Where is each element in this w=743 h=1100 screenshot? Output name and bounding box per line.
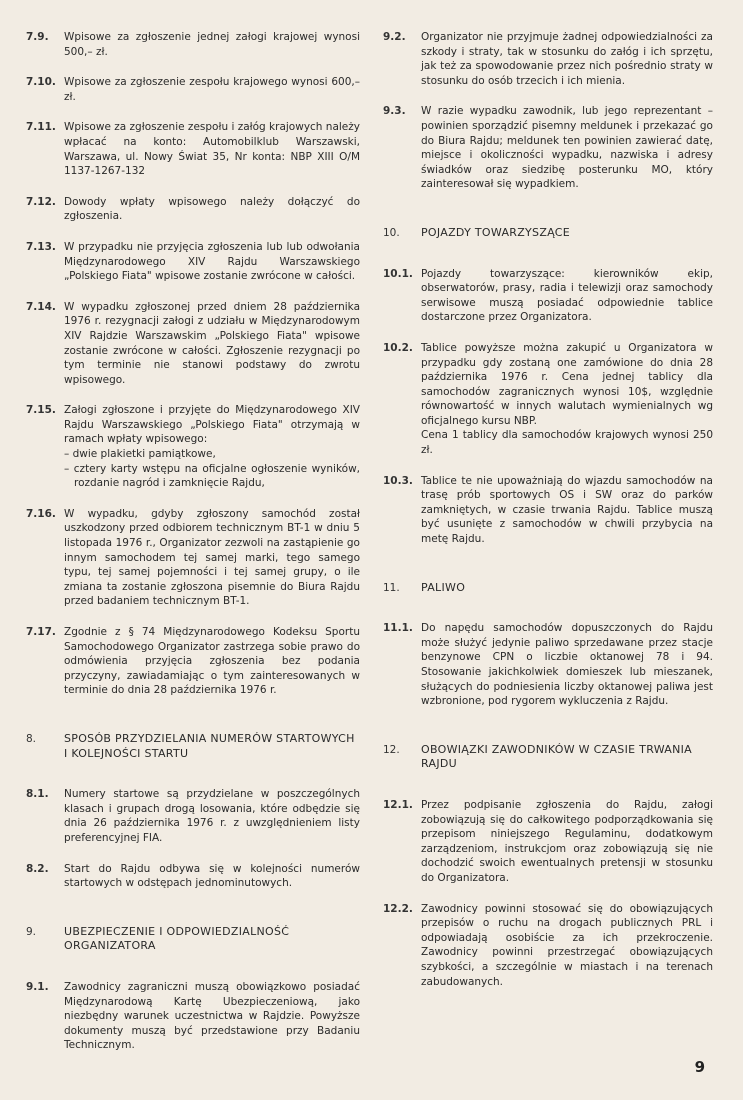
item-text: Tablice te nie upoważniają do wjazdu samochodów na trasę prób sportowych OS i SW oraz do parków zamkniętych, w czasie trwania Rajdu. Tablice muszą być usunięte z samochodów w chwili przybycia na metę Rajdu.	[421, 474, 713, 546]
paragraph-item	[26, 862, 360, 891]
section-number: 8.	[26, 732, 37, 745]
bullet-item: – cztery karty wstępu na oficjalne ogłoszenie wyników, rozdanie nagród i zamknięcie Rajdu,	[64, 462, 360, 490]
paragraph-item	[26, 980, 360, 1053]
item-number: 7.13.	[26, 240, 56, 253]
item-text-block	[64, 195, 360, 224]
left-column	[26, 30, 360, 1069]
section-heading	[383, 743, 713, 772]
item-text: W przypadku nie przyjęcia zgłoszenia lub lub odwołania Międzynarodowego XIV Rajdu Warszawskiego „Polskiego Fiata" wpisowe zostanie zwrócone w całości.	[64, 240, 360, 283]
paragraph-item	[26, 507, 360, 609]
item-text-block	[421, 30, 713, 88]
section-title	[421, 226, 713, 241]
section-number: 11.	[383, 581, 400, 594]
paragraph-item	[383, 104, 713, 192]
item-text: W wypadku, gdyby zgłoszony samochód został uszkodzony przed odbiorem technicznym BT-1 w dniu 5 listopada 1976 r., Organizator zezwoli na zastąpienie go innym samochodem tej samej marki, tego samego typu, tej samej pojemności i tej samej grupy, o ile zmiana ta zostanie zgłoszona pisemnie do Biura Rajdu przed badaniem technicznym BT-1.	[64, 507, 360, 608]
item-text: Numery startowe są przydzielane w poszczególnych klasach i grupach drogą losowania, które odbędzie się dnia 26 października 1976 r. z uwzględnieniem listy preferencyjnej FIA.	[64, 788, 360, 844]
item-number: 7.11.	[26, 121, 56, 134]
item-text-block	[64, 75, 360, 104]
item-text: Zgodnie z § 74 Międzynarodowego Kodeksu Sportu Samochodowego Organizator zastrzega sobie prawo do odmówienia przyjęcia zgłoszenia bez podania przyczyny, zawiadamiając o tym zainteresowanych w terminie do dnia 28 października 1976 r.	[64, 626, 360, 697]
paragraph-item	[26, 300, 360, 388]
item-text-block	[64, 507, 360, 609]
paragraph-item	[26, 625, 360, 698]
item-text-block	[64, 625, 360, 698]
item-text: Pojazdy towarzyszące: kierowników ekip, obserwatorów, prasy, radia i telewizji oraz samochody serwisowe muszą posiadać odpowiednie tablice dostarczone przez Organizatora.	[421, 267, 713, 324]
item-number: 7.16.	[26, 507, 56, 520]
item-number: 10.2.	[383, 341, 413, 354]
item-text-block	[64, 980, 360, 1053]
item-text-block	[64, 862, 360, 891]
section-heading	[383, 226, 713, 241]
item-text-block	[421, 104, 713, 192]
item-text: Organizator nie przyjmuje żadnej odpowiedzialności za szkody i straty, tak w stosunku do załóg i ich sprzętu, jak też za spowodowanie przez nich pośrednio straty w stosunku do osób trzecich i ich mienia.	[421, 31, 713, 87]
paragraph-item	[26, 240, 360, 284]
item-number: 7.17.	[26, 626, 56, 638]
paragraph-item	[26, 195, 360, 224]
section-number: 12.	[383, 743, 400, 756]
item-number: 9.1.	[26, 980, 49, 993]
item-text-block	[421, 267, 713, 325]
bullet-item: – dwie plakietki pamiątkowe,	[64, 448, 216, 461]
item-text-block	[421, 621, 713, 709]
item-text-block	[421, 798, 713, 886]
item-text: Wpisowe za zgłoszenie zespołu krajowego wynosi 600,– zł.	[64, 76, 360, 103]
section-title	[64, 925, 360, 954]
item-number: 7.15.	[26, 404, 56, 417]
item-text: PALIWO	[421, 580, 466, 594]
item-text: Przez podpisanie zgłoszenia do Rajdu, załogi zobowiązują się do całkowitego podporządkowania się przepisom niniejszego Regulaminu, dodatkowym zarządzeniom, instrukcjom oraz zobowiązują się nie dochodzić swoich ewentualnych pretensji w stosunku do Organizatora.	[421, 798, 713, 884]
section-number: 10.	[383, 226, 400, 239]
item-text: Zawodnicy zagraniczni muszą obowiązkowo posiadać Międzynarodową Kartę Ubezpieczeniową, jako niezbędny warunek uczestnictwa w Rajdzie. Powyższe dokumenty muszą być przedstawione przy Badaniu Technicznym.	[64, 980, 360, 1052]
section-title	[421, 581, 713, 596]
item-number: 10.3.	[383, 474, 413, 487]
item-text: Do napędu samochodów dopuszczonych do Rajdu może służyć jedynie paliwo sprzedawane przez stacje benzynowe CPN o liczbie oktanowej 78 i 94. Stosowanie jakichkolwiek domieszek lub mieszanek, służących do podniesienia liczby oktanowej paliwa jest wzbronione, pod rygorem wykluczenia z Rajdu.	[421, 622, 713, 708]
item-text-block	[421, 902, 713, 990]
item-text-block	[421, 474, 713, 547]
item-number: 7.9.	[26, 31, 49, 43]
item-text: Wpisowe za zgłoszenie zespołu i załóg krajowych należy wpłacać na konto: Automobilklub Warszawski, Warszawa, ul. Nowy Świat 35, Nr konta: NBP XIII O/M 1137-1267-132	[64, 121, 360, 178]
section-heading	[383, 581, 713, 596]
item-text-block	[64, 120, 360, 178]
item-number: 10.1.	[383, 267, 413, 280]
item-text: SPOSÓB PRZYDZIELANIA NUMERÓW STARTOWYCH I KOLEJNOŚCI STARTU	[64, 731, 355, 760]
paragraph-item	[26, 120, 360, 178]
item-number: 7.14.	[26, 300, 56, 313]
paragraph-item	[26, 30, 360, 59]
item-number: 11.1.	[383, 622, 413, 635]
item-number: 8.1.	[26, 788, 49, 801]
item-text-block	[64, 240, 360, 284]
item-number: 9.3.	[383, 105, 406, 118]
paragraph-item	[383, 474, 713, 547]
item-text-block	[64, 787, 360, 845]
paragraph-item	[383, 902, 713, 990]
item-text-block	[64, 300, 360, 388]
paragraph-item	[383, 30, 713, 88]
item-text-block	[64, 403, 360, 491]
section-number: 9.	[26, 925, 37, 938]
paragraph-item	[26, 787, 360, 845]
item-text: W razie wypadku zawodnik, lub jego reprezentant – powinien sporządzić pisemny meldunek i przekazać go do Biura Rajdu; meldunek ten powinien zawierać datę, miejsce i okoliczności wypadku, nazwiska i adresy świadków oraz siedzibę posterunku MO, który zainteresował się wypadkiem.	[421, 105, 713, 191]
paragraph-item	[26, 75, 360, 104]
paragraph-item	[383, 341, 713, 458]
item-text-block	[421, 341, 713, 458]
item-text: Dowody wpłaty wpisowego należy dołączyć do zgłoszenia.	[64, 195, 360, 223]
item-number: 7.10.	[26, 76, 56, 89]
item-text: Tablice powyższe można zakupić u Organizatora w przypadku gdy zostaną one zamówione do dnia 28 października 1976 r. Cena jednej tablicy dla samochodów zagranicznych wynosi 10$, względnie równowartość w innych walutach wymienialnych wg oficjalnego kursu NBP.	[421, 341, 713, 427]
right-column	[383, 30, 713, 1005]
item-text: Start do Rajdu odbywa się w kolejności numerów startowych w odstępach jednominutowych.	[64, 862, 360, 890]
item-text: Załogi zgłoszone i przyjęte do Międzynarodowego XIV Rajdu Warszawskiego „Polskiego Fiata" otrzymają w ramach wpłaty wpisowego:	[64, 404, 360, 446]
section-heading	[26, 925, 360, 954]
item-number: 8.2.	[26, 862, 49, 875]
item-text: OBOWIĄZKI ZAWODNIKÓW W CZASIE TRWANIA RAJDU	[421, 742, 692, 771]
item-text: W wypadku zgłoszonej przed dniem 28 października 1976 r. rezygnacji załogi z udziału w Międzynarodowym XIV Rajdzie Warszawskim „Polskiego Fiata" wpisowe zostanie zwrócone w całości. Zgłoszenie rezygnacji po tym terminie nie stanowi podstawy do zwrotu wpisowego.	[64, 300, 360, 386]
item-text: Wpisowe za zgłoszenie jednej załogi krajowej wynosi 500,– zł.	[64, 31, 360, 58]
item-text: Zawodnicy powinni stosować się do obowiązujących przepisów o ruchu na drogach publicznych PRL i odpowiadają osobiście za ich przekroczenie. Zawodnicy powinni przestrzegać obowiązujących szybkości, a szczególnie w miastach i na terenach zabudowanych.	[421, 902, 713, 988]
item-extra-text: Cena 1 tablicy dla samochodów krajowych wynosi 250 zł.	[421, 429, 713, 457]
item-text-block	[64, 30, 360, 59]
paragraph-item	[383, 267, 713, 325]
item-text: POJAZDY TOWARZYSZĄCE	[421, 225, 571, 239]
section-heading	[26, 732, 360, 761]
item-number: 7.12.	[26, 195, 56, 208]
paragraph-item	[383, 798, 713, 886]
section-title	[64, 732, 360, 761]
item-number: 12.1.	[383, 798, 413, 811]
item-number: 12.2.	[383, 902, 413, 915]
page-number: 9	[694, 1058, 705, 1076]
paragraph-item	[26, 403, 360, 491]
paragraph-item	[383, 621, 713, 709]
item-text: UBEZPIECZENIE I ODPOWIEDZIALNOŚĆ ORGANIZATORA	[64, 924, 290, 953]
section-title	[421, 743, 713, 772]
item-number: 9.2.	[383, 31, 406, 43]
